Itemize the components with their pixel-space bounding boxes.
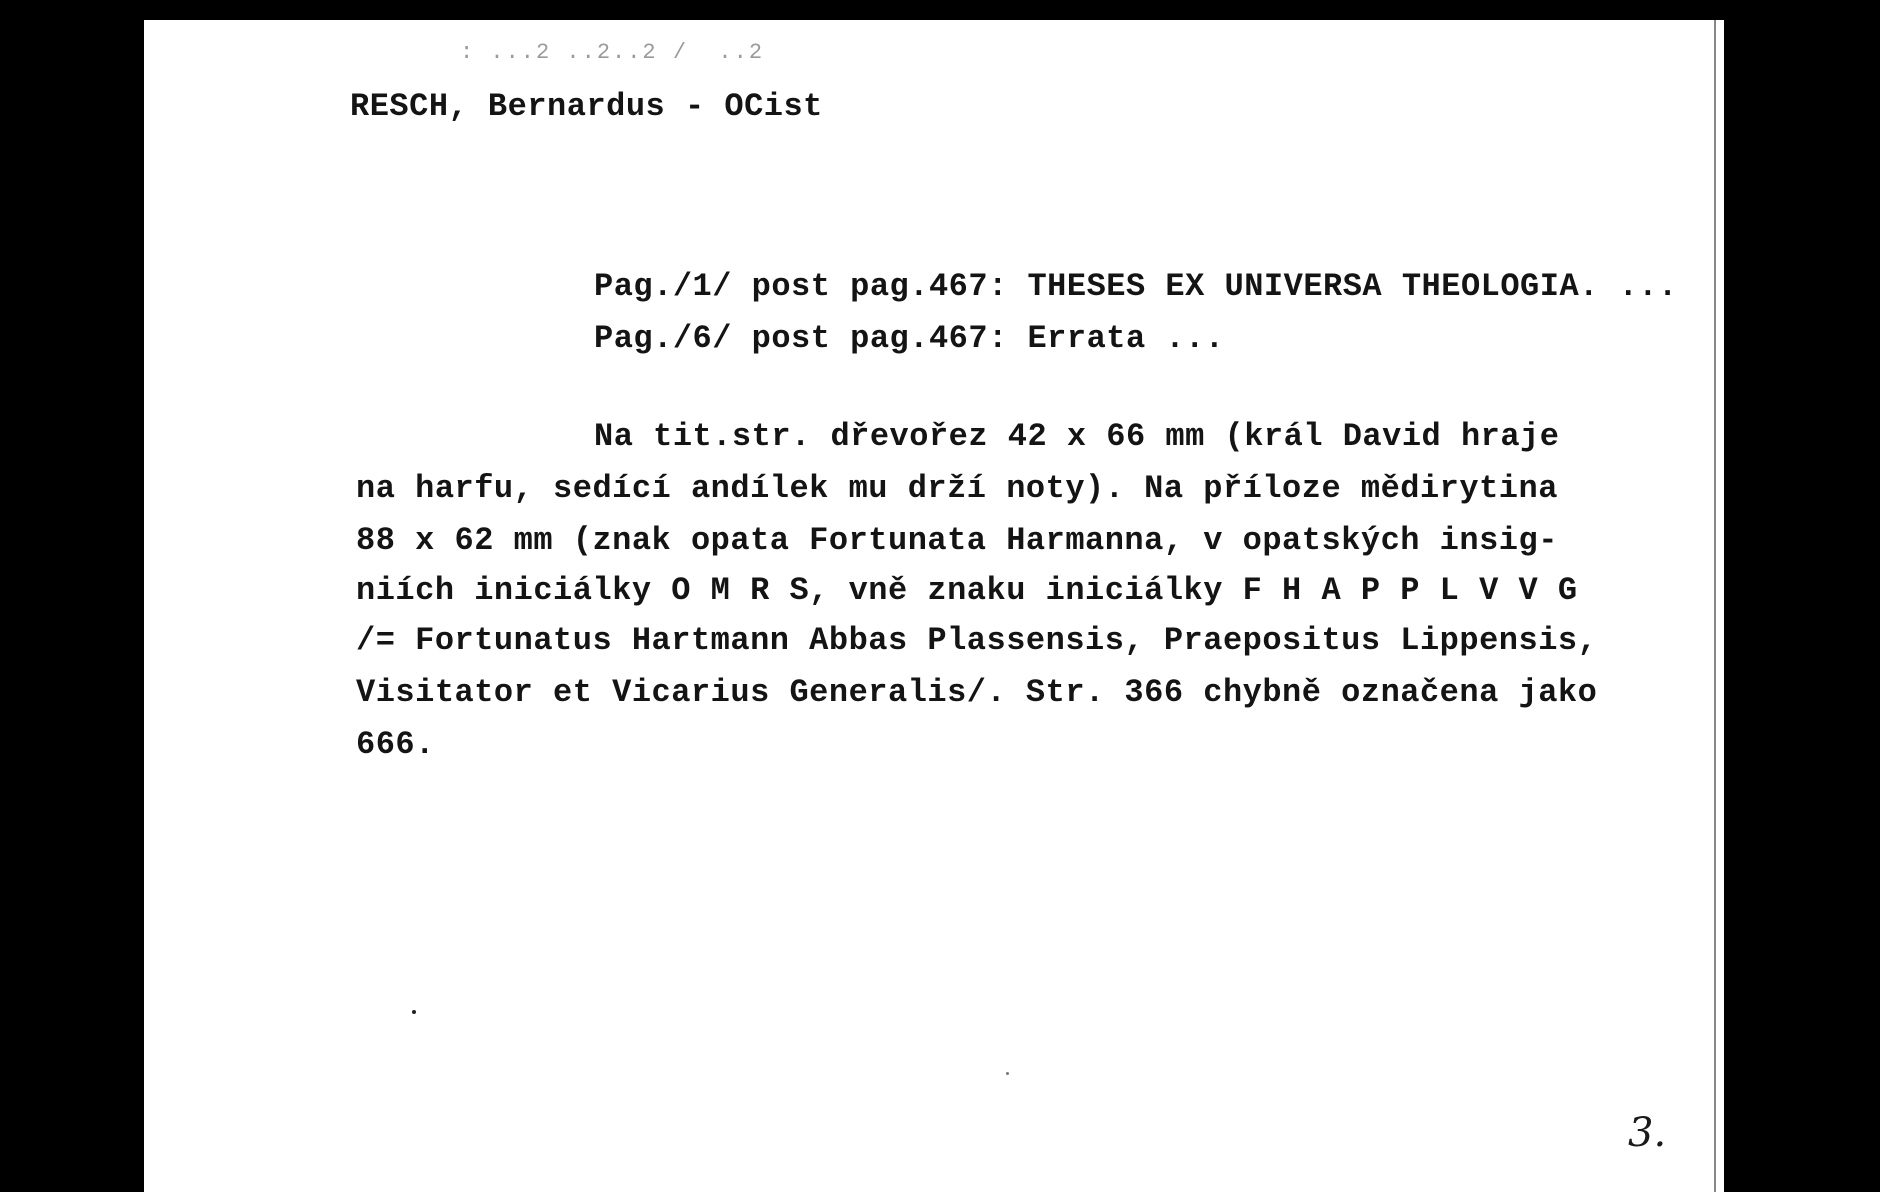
note-line-5: /= Fortunatus Hartmann Abbas Plassensis, Praepositus Lippensis, [356, 622, 1598, 659]
catalog-card [144, 20, 1724, 1192]
collation-line-2: Pag./6/ post pag.467: Errata ... [594, 320, 1225, 357]
note-line-2: na harfu, sedící andílek mu drží noty). Na příloze mědirytina [356, 470, 1558, 507]
note-line-7: 666. [356, 726, 435, 763]
card-number: 3. [1628, 1110, 1667, 1156]
note-line-3: 88 x 62 mm (znak opata Fortunata Harmanna, v opatských insig- [356, 522, 1558, 559]
note-line-6: Visitator et Vicarius Generalis/. Str. 366 chybně označena jako [356, 674, 1598, 711]
author-heading: RESCH, Bernardus - OCist [350, 88, 823, 125]
faint-header-text: : ...2 ..2..2 / ..2 [460, 40, 765, 65]
note-line-1: Na tit.str. dřevořez 42 x 66 mm (král David hraje [594, 418, 1560, 455]
collation-line-1: Pag./1/ post pag.467: THESES EX UNIVERSA THEOLOGIA. ... [594, 268, 1678, 305]
ink-speck [1006, 1072, 1009, 1075]
note-line-4: niích iniciálky O M R S, vně znaku iniciálky F H A P P L V V G [356, 572, 1578, 609]
card-right-edge [1714, 20, 1716, 1192]
ink-speck [412, 1010, 416, 1014]
